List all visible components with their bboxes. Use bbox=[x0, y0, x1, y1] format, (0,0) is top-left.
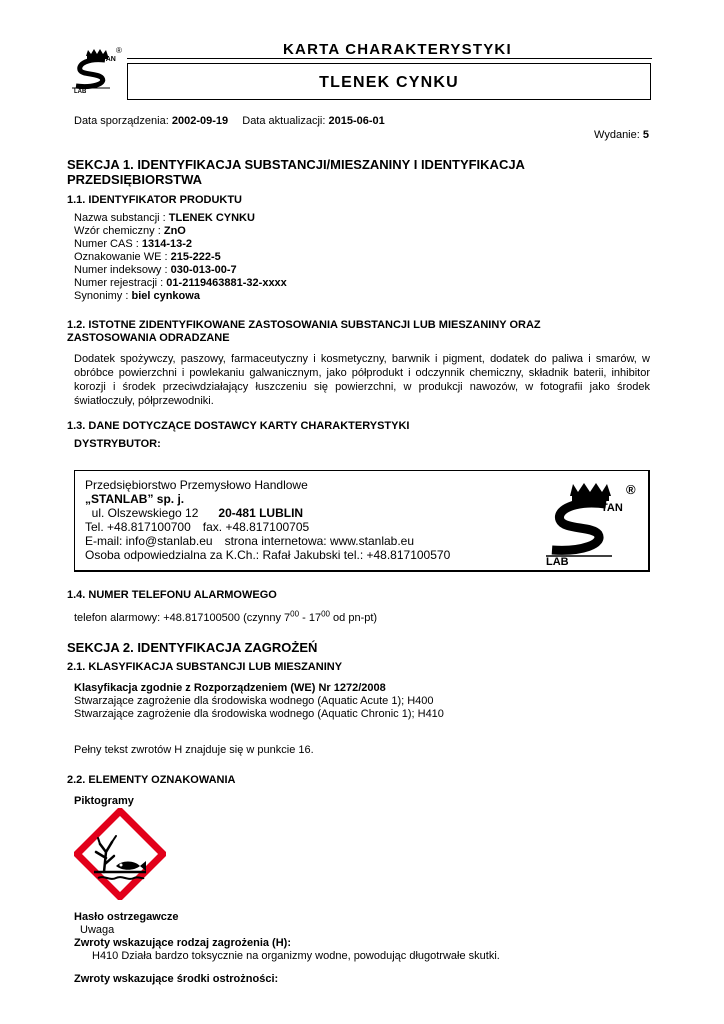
list-item: Oznakowanie WE : 215-222-5 bbox=[74, 251, 221, 263]
logo-tan-text: TAN bbox=[102, 56, 116, 63]
company-line: Przedsiębiorstwo Przemysłowo Handlowe bbox=[85, 478, 308, 492]
product-identifier-list bbox=[74, 212, 287, 303]
list-item: Numer rejestracji : 01-2119463881-32-xxxx bbox=[74, 277, 287, 289]
document-title: KARTA CHARAKTERYSTYKI bbox=[283, 41, 512, 58]
contact-person: Osoba odpowiedzialna za K.Ch.: Rafał Jakubski tel.: +48.817100570 bbox=[85, 548, 451, 562]
section1-title bbox=[67, 157, 525, 187]
logo-registered-mark: ® bbox=[116, 46, 122, 55]
section1-title-line2: PRZEDSIĘBIORSTWA bbox=[67, 172, 203, 187]
product-name: TLENEK CYNKU bbox=[319, 74, 459, 91]
created-label: Data sporządzenia: bbox=[74, 115, 169, 127]
precautionary-statements-label: Zwroty wskazujące środki ostrożności: bbox=[74, 973, 279, 985]
section22-title: 2.2. ELEMENTY OZNAKOWANIA bbox=[67, 774, 236, 786]
section13-title: 1.3. DANE DOTYCZĄCE DOSTAWCY KARTY CHARAKTERYSTYKI bbox=[67, 420, 410, 432]
section12-title-line2: ZASTOSOWANIA ODRADZANE bbox=[67, 332, 230, 344]
distributor-details bbox=[85, 478, 450, 562]
stanlab-logo-large bbox=[544, 478, 644, 568]
list-item: Nazwa substancji : TLENEK CYNKU bbox=[74, 212, 255, 224]
section21-title: 2.1. KLASYFIKACJA SUBSTANCJI LUB MIESZANINY bbox=[67, 661, 343, 673]
pictograms-label: Piktogramy bbox=[74, 795, 134, 807]
city: 20-481 LUBLIN bbox=[218, 506, 304, 520]
email-line bbox=[85, 534, 450, 548]
dates-line bbox=[74, 115, 385, 128]
classification-line-1: Stwarzające zagrożenie dla środowiska wodnego (Aquatic Acute 1); H400 bbox=[74, 695, 434, 707]
created-date: 2002-09-19 bbox=[171, 115, 229, 127]
signal-word-value: Uwaga bbox=[80, 924, 115, 936]
header-divider bbox=[127, 58, 652, 59]
section12-title bbox=[67, 319, 541, 345]
logo-large-registered-mark: ® bbox=[626, 482, 636, 497]
logo-large-lab-text: LAB bbox=[546, 556, 569, 568]
stanlab-logo bbox=[70, 46, 126, 96]
logo-lab-text: LAB bbox=[74, 89, 87, 95]
classification-line-2: Stwarzające zagrożenie dla środowiska wodnego (Aquatic Chronic 1); H410 bbox=[74, 708, 444, 720]
hazard-statements-label: Zwroty wskazujące rodzaj zagrożenia (H): bbox=[74, 937, 291, 949]
logo-large-tan-text: TAN bbox=[601, 502, 623, 514]
phone-line bbox=[85, 520, 450, 534]
emergency-phone: telefon alarmowy: +48.817100500 (czynny $7^{00} - 17^{00}$ od pn-pt) bbox=[74, 609, 378, 624]
product-name-box bbox=[127, 63, 651, 100]
usage-description: Dodatek spożywczy, paszowy, farmaceutyczny i kosmetyczny, barwnik i pigment, dodatek do paliwa i smarów, w obróbce powierzchni i powlekaniu galwanicznym, jako półprodukt i odczynnik chemiczny, składnik baterii, inhibitor korozji i środek przeciwdziałający łuszczeniu się powierzchni, w produkcji nawozów, w fotografii jako środek światłoczuły, półprzewodniki. bbox=[74, 353, 650, 407]
list-item: Wzór chemiczny : ZnO bbox=[74, 225, 186, 237]
address-line bbox=[85, 506, 450, 520]
section11-title: 1.1. IDENTYFIKATOR PRODUKTU bbox=[67, 194, 242, 206]
section14-title: 1.4. NUMER TELEFONU ALARMOWEGO bbox=[67, 589, 277, 601]
hazard-statement: H410 Działa bardzo toksycznie na organizmy wodne, powodując długotrwałe skutki. bbox=[92, 950, 500, 962]
list-item: Numer indeksowy : 030-013-00-7 bbox=[74, 264, 237, 276]
edition-label: Wydanie: bbox=[594, 129, 640, 141]
classification-regulation: Klasyfikacja zgodnie z Rozporządzeniem (WE) Nr 1272/2008 bbox=[74, 682, 386, 694]
environment-hazard-pictogram bbox=[74, 808, 166, 900]
section12-title-line1: 1.2. ISTOTNE ZIDENTYFIKOWANE ZASTOSOWANIA SUBSTANCJI LUB MIESZANINY ORAZ bbox=[67, 319, 541, 331]
environment-hazard-icon bbox=[74, 808, 166, 900]
distributor-label: DYSTRYBUTOR: bbox=[74, 438, 161, 450]
fax: fax. +48.817100705 bbox=[202, 520, 310, 534]
list-item: Numer CAS : 1314-13-2 bbox=[74, 238, 193, 250]
edition-value: 5 bbox=[642, 129, 649, 141]
tel: Tel. +48.817100700 bbox=[85, 520, 191, 534]
email-link[interactable]: E-mail: info@stanlab.eu bbox=[85, 534, 213, 548]
section1-title-line1: SEKCJA 1. IDENTYFIKACJA SUBSTANCJI/MIESZANINY I IDENTYFIKACJA bbox=[67, 157, 525, 172]
signal-word-label: Hasło ostrzegawcze bbox=[74, 911, 179, 923]
list-item: Synonimy : biel cynkowa bbox=[74, 290, 200, 302]
signal-word-block bbox=[74, 911, 500, 963]
edition-line bbox=[594, 129, 649, 142]
h-phrases-note: Pełny tekst zwrotów H znajduje się w punkcie 16. bbox=[74, 744, 314, 756]
classification-block bbox=[74, 682, 444, 721]
website-link[interactable]: strona internetowa: www.stanlab.eu bbox=[224, 534, 415, 548]
company-name: „STANLAB” sp. j. bbox=[85, 492, 185, 506]
updated-label: Data aktualizacji: bbox=[242, 115, 326, 127]
section2-title: SEKCJA 2. IDENTYFIKACJA ZAGROŻEŃ bbox=[67, 640, 318, 655]
updated-date: 2015-06-01 bbox=[328, 115, 385, 127]
street: ul. Olszewskiego 12 bbox=[91, 506, 199, 520]
